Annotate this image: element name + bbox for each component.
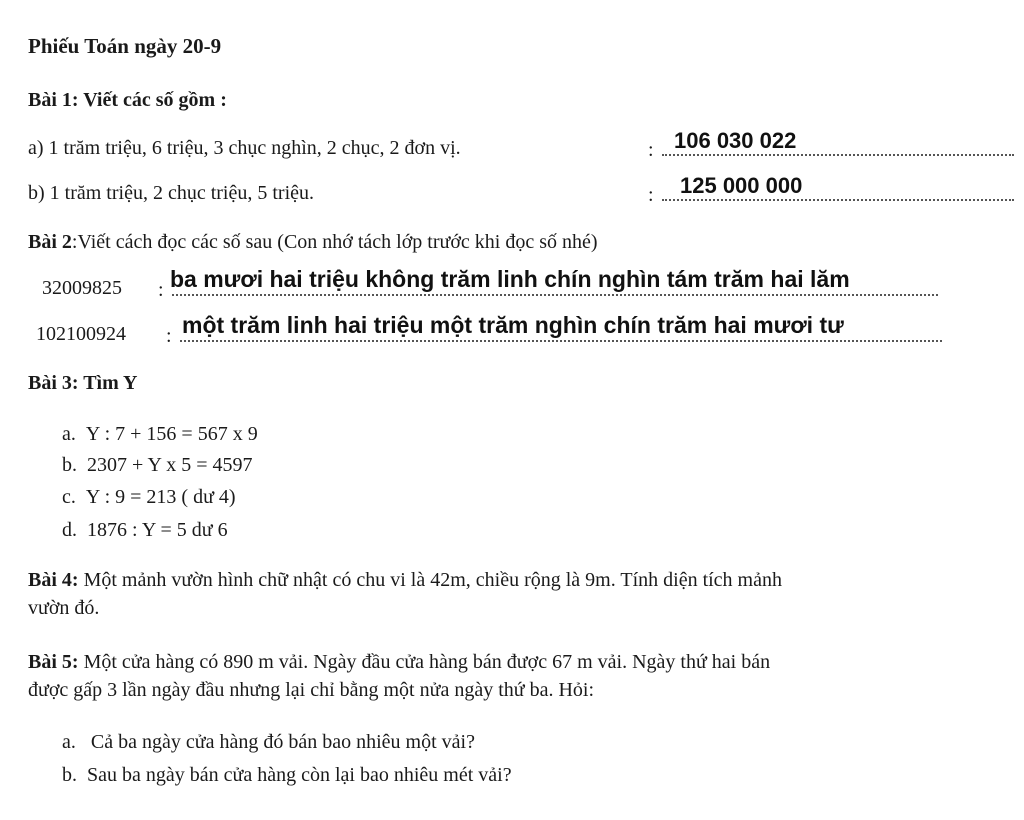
bai2-answer-line-1 — [172, 294, 938, 296]
bai3-item-expr: Y : 7 + 156 = 567 x 9 — [85, 423, 258, 445]
bai3-item-a — [62, 422, 258, 446]
bai1-a-colon: : — [648, 139, 654, 161]
bai3-item-expr: 1876 : Y = 5 dư 6 — [87, 519, 228, 541]
bai5-text-1: Một cửa hàng có 890 m vải. Ngày đầu cửa hàng bán được 67 m vải. Ngày thứ hai bán — [78, 651, 771, 673]
bai2-heading-text: :Viết cách đọc các số sau (Con nhớ tách lớp trước khi đọc số nhé) — [71, 231, 598, 253]
bai2-label: Bài 2 — [28, 231, 72, 253]
bai5-text-2: được gấp 3 lần ngày đầu nhưng lại chỉ bằng một nửa ngày thứ ba. Hỏi: — [28, 679, 595, 701]
bai1-a-text: a) 1 trăm triệu, 6 triệu, 3 chục nghìn, 2 chục, 2 đơn vị. — [28, 137, 461, 159]
bai3-item-expr: 2307 + Y x 5 = 4597 — [87, 454, 253, 476]
bai3-item-label: c. — [62, 486, 76, 508]
bai3-item-label: a. — [62, 423, 76, 445]
bai2-answer-line-2 — [180, 340, 942, 342]
bai1-a-answer-line — [662, 154, 1014, 156]
bai5-item-b — [62, 763, 512, 787]
bai3-item-expr: Y : 9 = 213 ( dư 4) — [85, 486, 236, 508]
bai5-label: Bài 5: — [28, 651, 79, 673]
bai1-a-answer: 106 030 022 — [674, 128, 797, 153]
bai3-item-label: d. — [62, 519, 77, 541]
bai2-answer-2: một trăm linh hai triệu một trăm nghìn chín trăm hai mươi tư — [182, 312, 844, 338]
bai4-text-2: vườn đó. — [28, 597, 100, 619]
bai5-paragraph — [28, 648, 1024, 704]
bai2-number-1: 32009825 — [42, 277, 122, 299]
bai5-item-label: b. — [62, 764, 77, 786]
bai1-b-answer: 125 000 000 — [680, 173, 803, 198]
bai1-b-answer-line — [662, 199, 1014, 201]
bai2-heading — [28, 230, 598, 254]
bai1-b-colon: : — [648, 184, 654, 206]
bai3-item-label: b. — [62, 454, 77, 476]
bai5-item-a — [62, 730, 475, 754]
bai1-b-text: b) 1 trăm triệu, 2 chục triệu, 5 triệu. — [28, 182, 315, 204]
bai5-item-text: Cả ba ngày cửa hàng đó bán bao nhiêu một vải? — [90, 731, 475, 753]
page-title: Phiếu Toán ngày 20-9 — [28, 34, 222, 58]
bai5-item-text: Sau ba ngày bán cửa hàng còn lại bao nhiêu mét vải? — [87, 764, 512, 786]
bai3-item-c — [62, 485, 236, 509]
bai3-item-d — [62, 518, 228, 542]
bai4-paragraph — [28, 566, 1024, 622]
bai2-colon-2: : — [166, 325, 172, 347]
bai4-text-1: Một mảnh vườn hình chữ nhật có chu vi là 42m, chiều rộng là 9m. Tính diện tích mảnh — [78, 569, 782, 591]
bai5-item-label: a. — [62, 731, 76, 753]
bai5-line-1 — [28, 648, 1024, 676]
bai4-label: Bài 4: — [28, 569, 79, 591]
bai4-line-1 — [28, 566, 1024, 594]
bai3-heading: Bài 3: Tìm Y — [28, 372, 138, 394]
bai1-heading: Bài 1: Viết các số gồm : — [28, 89, 227, 111]
bai2-answer-1: ba mươi hai triệu không trăm linh chín nghìn tám trăm hai lăm — [170, 266, 850, 292]
bai3-item-b — [62, 453, 253, 477]
bai2-colon-1: : — [158, 279, 164, 301]
bai2-number-2: 102100924 — [36, 323, 126, 345]
